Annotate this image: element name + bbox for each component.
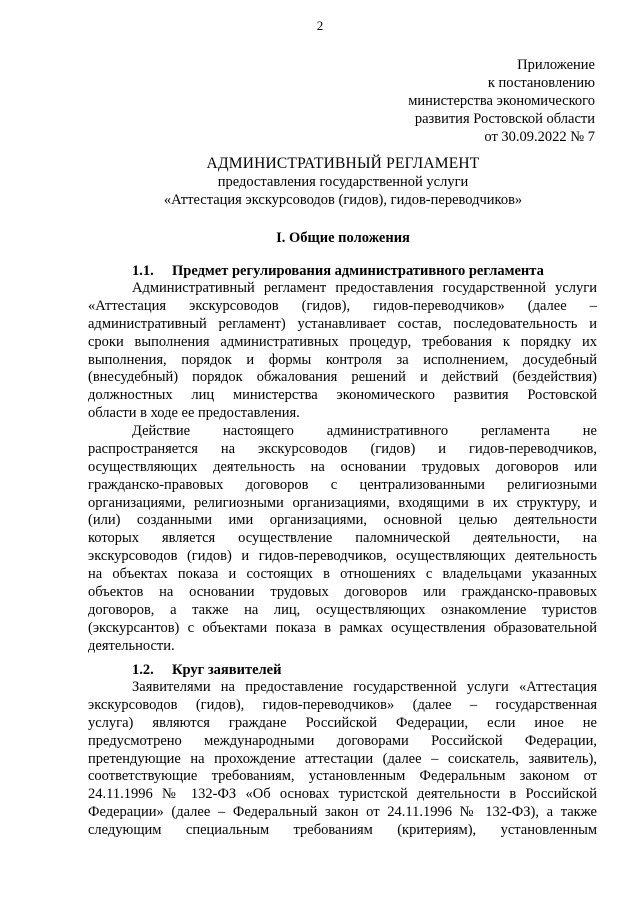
- paragraph-line: которых является осуществление паломнической деятельности, на: [88, 530, 597, 547]
- appendix-line: от 30.09.2022 № 7: [484, 129, 595, 145]
- paragraph-3: [88, 679, 597, 840]
- paragraph-line: области в ходе ее предоставления.: [88, 405, 300, 422]
- paragraph-1: [88, 280, 597, 423]
- paragraph-line: услуга) являются граждане Российской Федерации, если иное не: [88, 714, 597, 731]
- paragraph-line: договоров, а также на лиц, осуществляющих ознакомление туристов: [88, 601, 597, 618]
- paragraph-line: должностных лиц министерства экономического развития Ростовской: [88, 387, 597, 404]
- appendix-line: Приложение: [517, 57, 595, 73]
- paragraph-line: экскурсоводов (гидов), гидов-переводчиков» (далее – государственная: [88, 696, 597, 713]
- document-title: [88, 155, 598, 209]
- paragraph-line: следующим специальным требованиям (критериям), установленным: [88, 822, 597, 839]
- appendix-line: к постановлению: [487, 75, 595, 91]
- paragraph-line: (внесудебный) порядок обжалования решений и действий (бездействия): [88, 369, 597, 386]
- subsection-heading-1-1: [132, 262, 544, 280]
- paragraph-line: экскурсоводов (гидов) и гидов-переводчиков, осуществляющих деятельность: [88, 548, 597, 565]
- title-line-3: «Аттестация экскурсоводов (гидов), гидов-переводчиков»: [163, 192, 523, 208]
- section-heading: I. Общие положения: [276, 230, 410, 246]
- paragraph-line: (или) созданными ими организациями, основной целью деятельности: [88, 512, 597, 529]
- appendix-line: министерства экономического: [408, 93, 595, 109]
- paragraph-line: организациями, религиозными организациями, входящими в их структуру, и: [88, 494, 597, 511]
- subsection-heading-1-2: [132, 661, 281, 679]
- paragraph-line: деятельности.: [88, 637, 175, 654]
- paragraph-2: [88, 423, 597, 656]
- paragraph-line: осуществляющих деятельность на основании трудовых договоров или: [88, 458, 597, 475]
- paragraph-line: Действие настоящего административного регламента не: [132, 423, 597, 439]
- paragraph-line: 24.11.1996 № 132-ФЗ «Об основах туристской деятельности в Российской: [88, 786, 597, 803]
- paragraph-line: административный регламент) устанавливает состав, последовательность и: [88, 315, 597, 332]
- paragraph-line: претендующие на прохождение аттестации (далее – соискатель, заявитель),: [88, 750, 597, 767]
- subsection-number: 1.2.: [132, 662, 154, 678]
- paragraph-line: (экскурсантов) с объектами показа в рамках осуществления образовательной: [88, 619, 597, 636]
- paragraph-line: выполнения, порядок и формы контроля за исполнением, досудебный: [88, 351, 597, 368]
- paragraph-line: соответствующие требованиям, установленным Федеральным законом от: [88, 768, 597, 785]
- paragraph-line: распространяется на экскурсоводов (гидов) и гидов-переводчиков,: [88, 440, 597, 457]
- appendix-block: [408, 56, 595, 146]
- paragraph-line: «Аттестация экскурсоводов (гидов), гидов-переводчиков» (далее –: [88, 297, 597, 314]
- title-line-1: АДМИНИСТРАТИВНЫЙ РЕГЛАМЕНТ: [206, 155, 480, 172]
- subsection-title: Предмет регулирования административного регламента: [172, 263, 544, 279]
- paragraph-line: сроки выполнения административных процедур, требования к порядку их: [88, 333, 597, 350]
- paragraph-line: на объектах показа и состоящих в отношениях с владельцами указанных: [88, 566, 597, 583]
- page-number: 2: [316, 18, 324, 33]
- paragraph-line: Заявителями на предоставление государственной услуги «Аттестация: [132, 679, 597, 695]
- subsection-title: Круг заявителей: [172, 662, 282, 678]
- paragraph-line: Административный регламент предоставления государственной услуги: [132, 280, 597, 296]
- subsection-number: 1.1.: [132, 263, 154, 279]
- paragraph-line: объектов на основании трудовых договоров или гражданско-правовых: [88, 584, 597, 601]
- paragraph-line: предусмотрено международными договорами Российской Федерации,: [88, 732, 597, 749]
- paragraph-line: Федерации» (далее – Федеральный закон от 24.11.1996 № 132-ФЗ), а также: [88, 804, 597, 821]
- appendix-line: развития Ростовской области: [414, 111, 595, 127]
- title-line-2: предоставления государственной услуги: [217, 174, 469, 190]
- paragraph-line: гражданско-правовых договоров с централизованными религиозными: [88, 476, 597, 493]
